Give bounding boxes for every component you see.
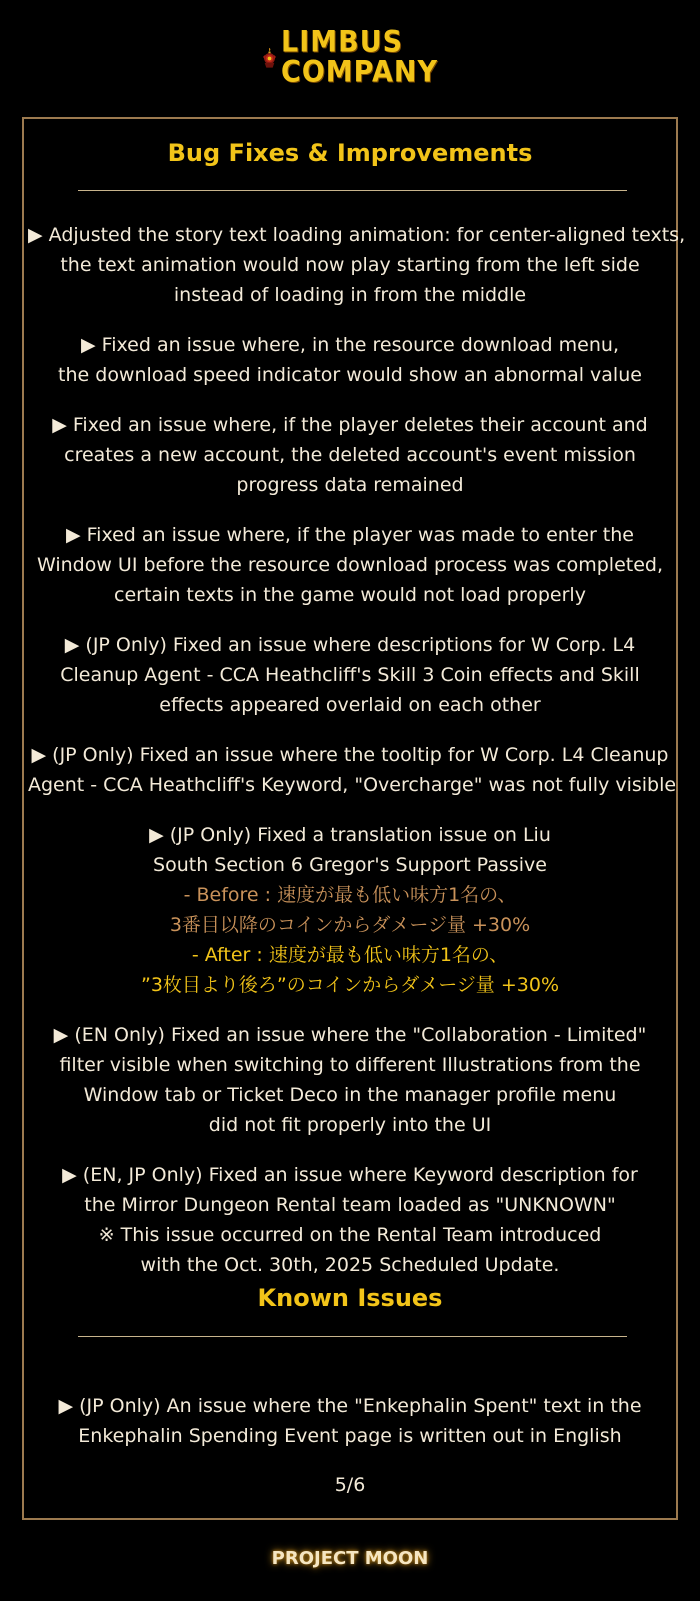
item-line: ▶ Adjusted the story text loading animation: for center-aligned texts, — [28, 224, 686, 246]
item-line: with the Oct. 30th, 2025 Scheduled Update. — [140, 1254, 560, 1276]
item-line: Cleanup Agent - CCA Heathcliff's Skill 3 Coin effects and Skill — [60, 664, 640, 686]
item-line: ▶ (JP Only) Fixed an issue where descriptions for W Corp. L4 — [64, 634, 636, 656]
patch-notes-panel — [22, 117, 686, 1520]
page-indicator: 5/6 — [334, 1474, 366, 1496]
before-text: - Before : 速度が最も低い味方1名の、 — [183, 884, 517, 906]
item-line: ▶ Fixed an issue where, if the player was made to enter the — [65, 524, 634, 546]
known-issues-divider — [78, 1336, 627, 1337]
bug-fixes-divider — [78, 190, 627, 191]
item-line: the download speed indicator would show an abnormal value — [58, 364, 642, 386]
logo-text-limbus: LIMBUS — [281, 25, 404, 60]
list-item — [24, 330, 676, 390]
item-line: ▶ (JP Only) Fixed an issue where the tooltip for W Corp. L4 Cleanup — [31, 744, 669, 766]
item-line: creates a new account, the deleted account's event mission — [64, 444, 636, 466]
item-line: ▶ Fixed an issue where, if the player deletes their account and — [52, 414, 648, 436]
item-line: South Section 6 Gregor's Support Passive — [153, 854, 547, 876]
list-item — [24, 630, 676, 720]
item-line: certain texts in the game would not load properly — [114, 584, 586, 606]
item-line: ▶ (JP Only) Fixed a translation issue on Liu — [149, 824, 551, 846]
list-item — [24, 520, 676, 610]
item-line: effects appeared overlaid on each other — [159, 694, 541, 716]
item-line: ▶ (EN Only) Fixed an issue where the "Collaboration - Limited" — [53, 1024, 647, 1046]
bug-fixes-title: Bug Fixes & Improvements — [167, 139, 533, 167]
item-line: did not fit properly into the UI — [208, 1114, 492, 1136]
item-line: the Mirror Dungeon Rental team loaded as "UNKNOWN" — [84, 1194, 616, 1216]
known-issues-list — [24, 1391, 676, 1471]
item-line: ▶ Fixed an issue where, in the resource download menu, — [81, 334, 619, 356]
after-text: ”3枚目より後ろ”のコインからダメージ量 +30% — [140, 974, 560, 996]
item-line: Window UI before the resource download process was completed, — [36, 554, 664, 576]
list-item — [24, 220, 686, 310]
item-line: ▶ (EN, JP Only) Fixed an issue where Keyword description for — [62, 1164, 638, 1186]
bug-fixes-list — [24, 220, 686, 1300]
limbus-company-logo — [262, 16, 438, 100]
logo-text-company: COMPANY — [281, 55, 438, 90]
item-line: Agent - CCA Heathcliff's Keyword, "Overcharge" was not fully visible — [28, 774, 677, 796]
after-text: - After : 速度が最も低い味方1名の、 — [191, 944, 509, 966]
clock-head-emblem-icon — [262, 16, 277, 100]
list-item — [24, 410, 676, 500]
project-moon-logo: PROJECT MOON — [271, 1548, 429, 1569]
list-item — [24, 1391, 676, 1451]
list-item — [24, 740, 676, 800]
item-line: ※ This issue occurred on the Rental Team introduced — [98, 1224, 602, 1246]
list-item — [24, 1160, 676, 1280]
before-text: 3番目以降のコインからダメージ量 +30% — [169, 914, 531, 936]
item-line: instead of loading in from the middle — [173, 284, 527, 306]
item-line: ▶ (JP Only) An issue where the "Enkephalin Spent" text in the — [58, 1395, 642, 1417]
item-line: the text animation would now play starting from the left side — [60, 254, 640, 276]
known-issues-title: Known Issues — [257, 1284, 443, 1312]
item-line: Window tab or Ticket Deco in the manager profile menu — [83, 1084, 617, 1106]
item-line: progress data remained — [236, 474, 464, 496]
list-item — [24, 1020, 676, 1140]
item-line: filter visible when switching to different Illustrations from the — [59, 1054, 641, 1076]
item-line: Enkephalin Spending Event page is written out in English — [78, 1425, 622, 1447]
list-item — [24, 820, 676, 1000]
